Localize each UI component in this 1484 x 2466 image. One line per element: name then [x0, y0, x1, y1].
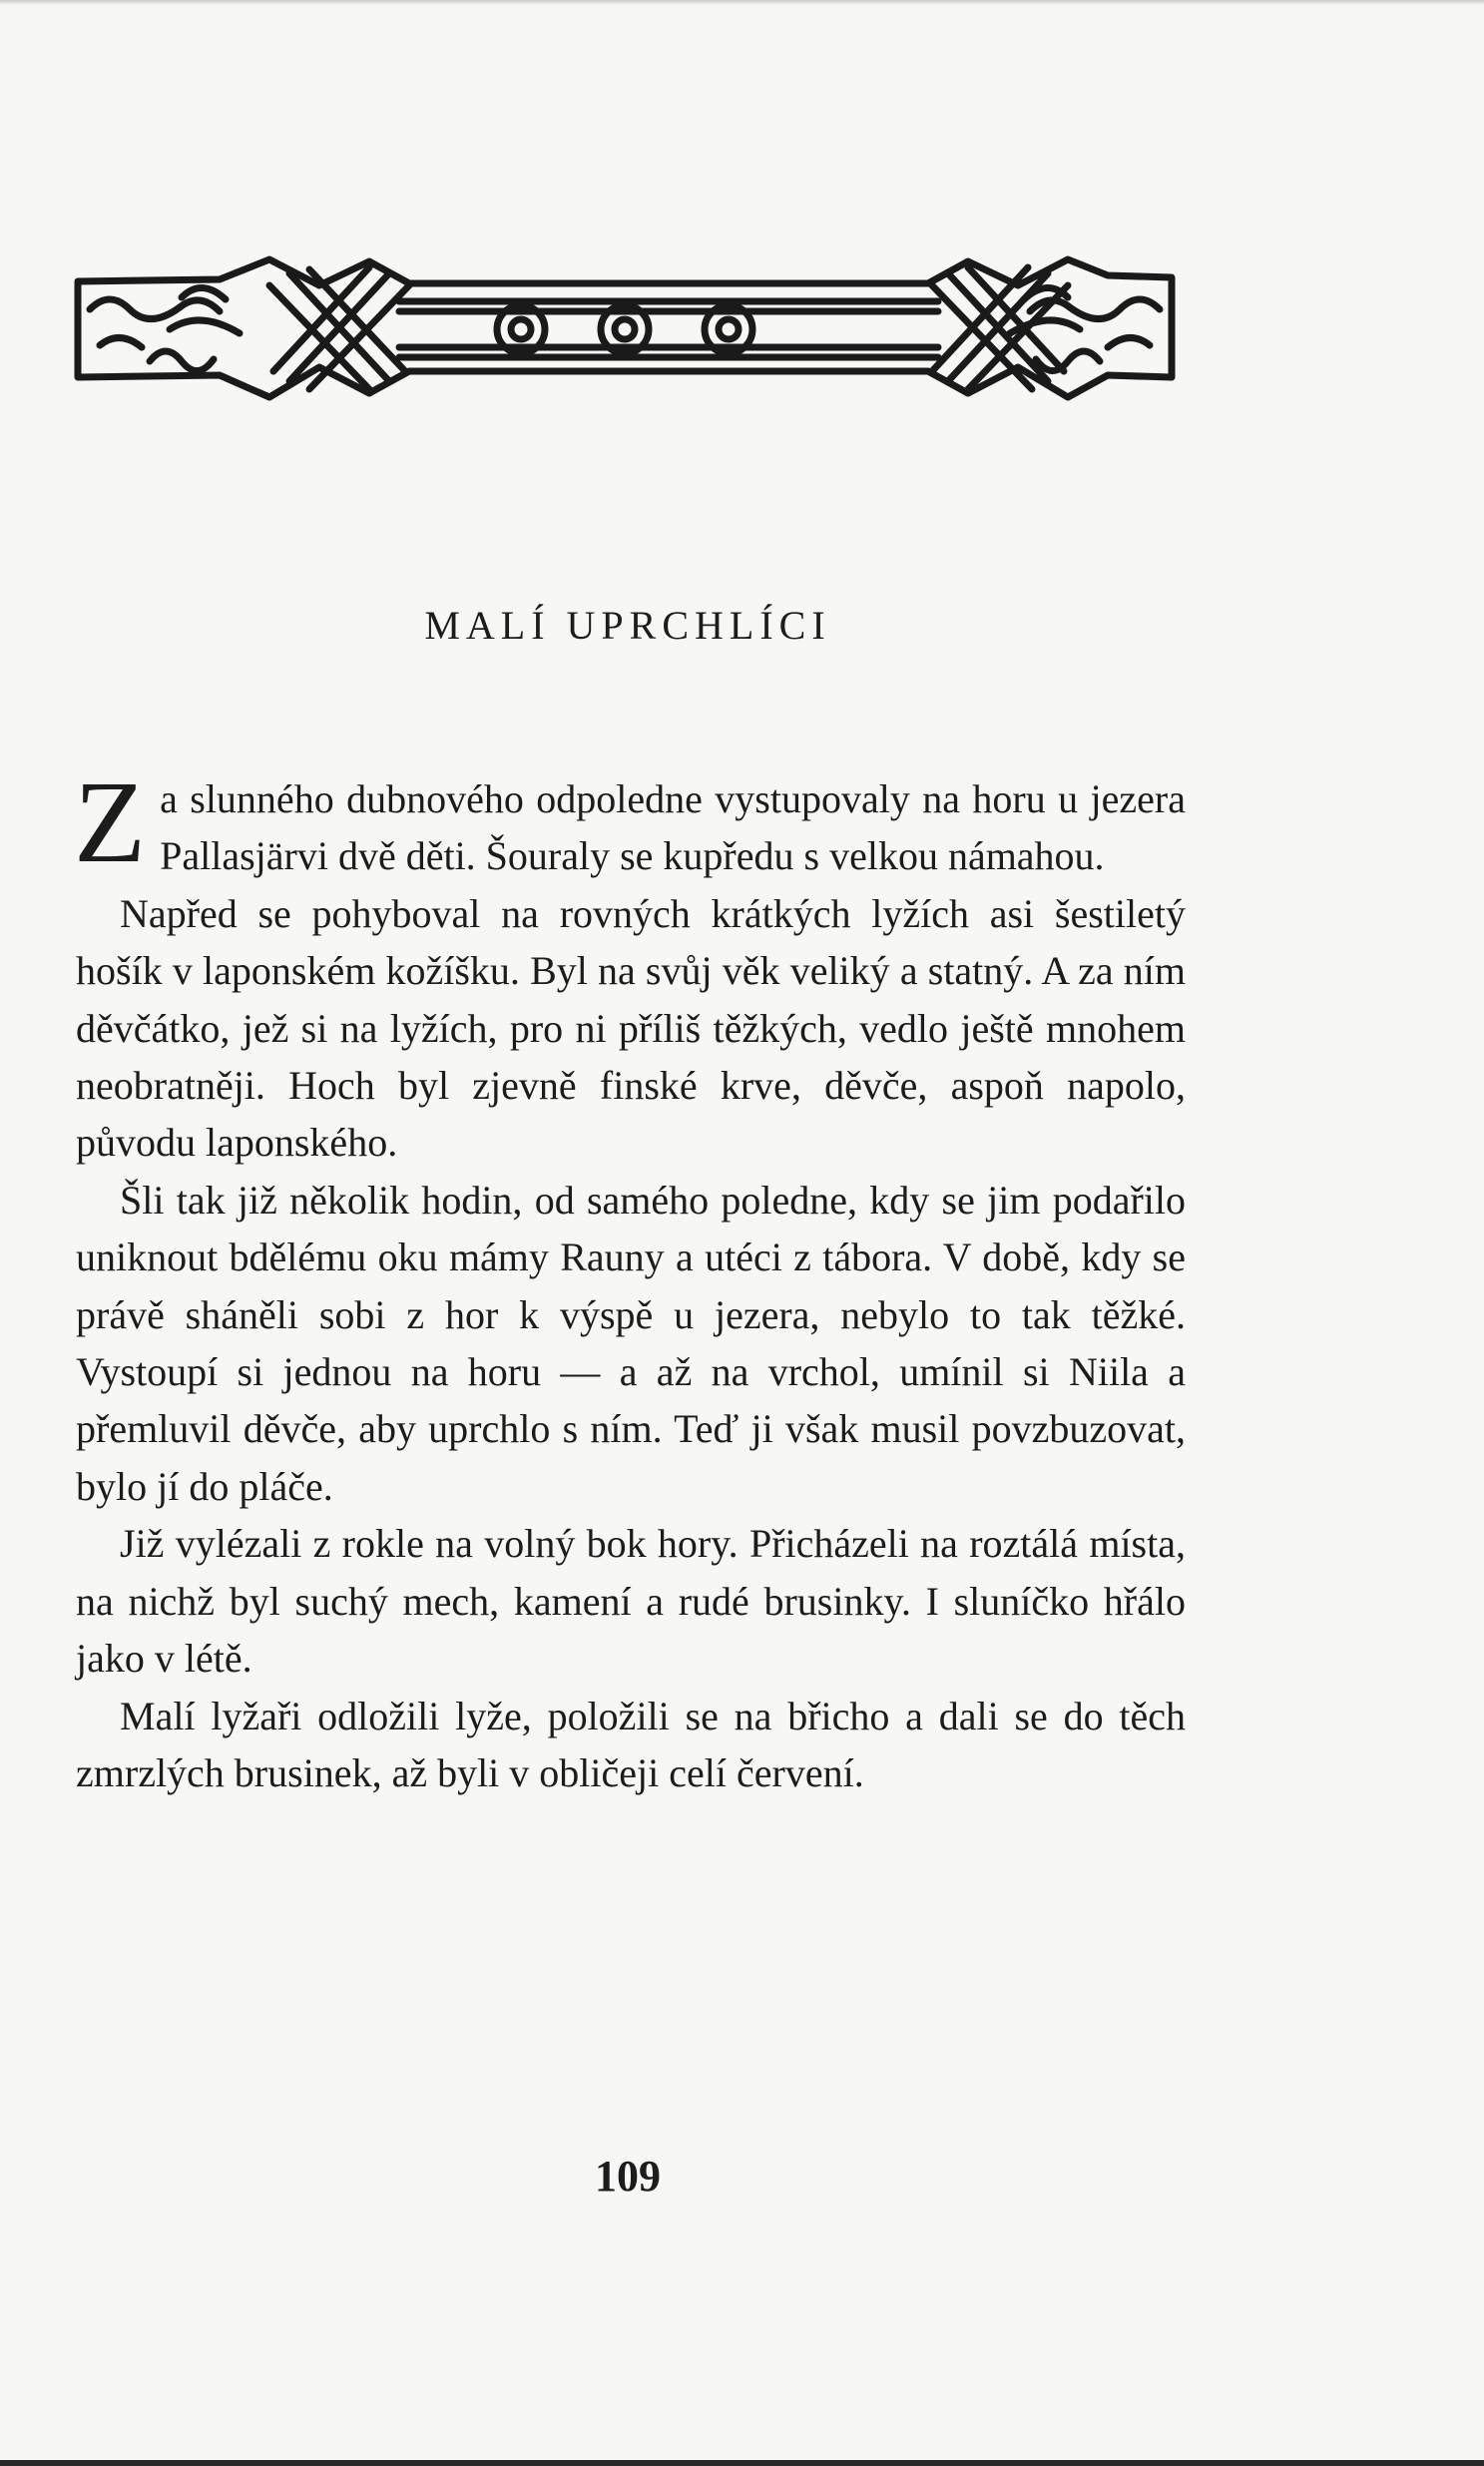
- folk-ornament-header-icon: [70, 249, 1180, 409]
- page-edge-top: [0, 0, 1484, 5]
- page-edge-bottom: [0, 2460, 1484, 2466]
- body-text: [74, 756, 1186, 1801]
- drop-cap: Z: [74, 756, 147, 887]
- paragraph-1: [74, 756, 1186, 887]
- paragraph-3: Šli tak již několik hodin, od samého poledne, kdy se jim podařilo uniknout bdělému oku mámy Rauny a utéci z tábora. V době, kdy se právě sháněli sobi z hor k výspě u jezera, nebylo to tak těžké. Vystoupí si jednou na horu — a až na vrchol, umínil si Niila a přemluvil děvče, aby uprchlo s ním. Teď ji však musil povzbuzovat, bylo jí do pláče.: [76, 1177, 1186, 1509]
- page-number: 109: [595, 2152, 661, 2201]
- paragraph-2: Napřed se pohyboval na rovných krátkých lyžích asi šestiletý hošík v laponském kožíšku. Byl na svůj věk veliký a statný. A za ním děvčátko, jež si na lyžích, pro ni příliš těžkých, vedlo ještě mnohem neobratněji. Hoch byl zjevně finské krve, děvče, aspoň napolo, původu laponského.: [76, 890, 1186, 1166]
- paragraph-4: Již vylézali z rokle na volný bok hory. Přicházeli na roztálá místa, na nichž byl suchý mech, kamení a rudé brusinky. I sluníčko hřálo jako v létě.: [76, 1521, 1186, 1682]
- paragraph-1-text: a slunného dubnového odpoledne vystupovaly na horu u jezera Pallasjärvi dvě děti. Šouraly se kupředu s velkou námahou.: [160, 776, 1186, 879]
- chapter-title: MALÍ UPRCHLÍCI: [424, 603, 831, 648]
- paragraph-5: Malí lyžaři odložili lyže, položili se na břicho a dali se do těch zmrzlých brusinek, až byli v obličeji celí červení.: [76, 1693, 1186, 1795]
